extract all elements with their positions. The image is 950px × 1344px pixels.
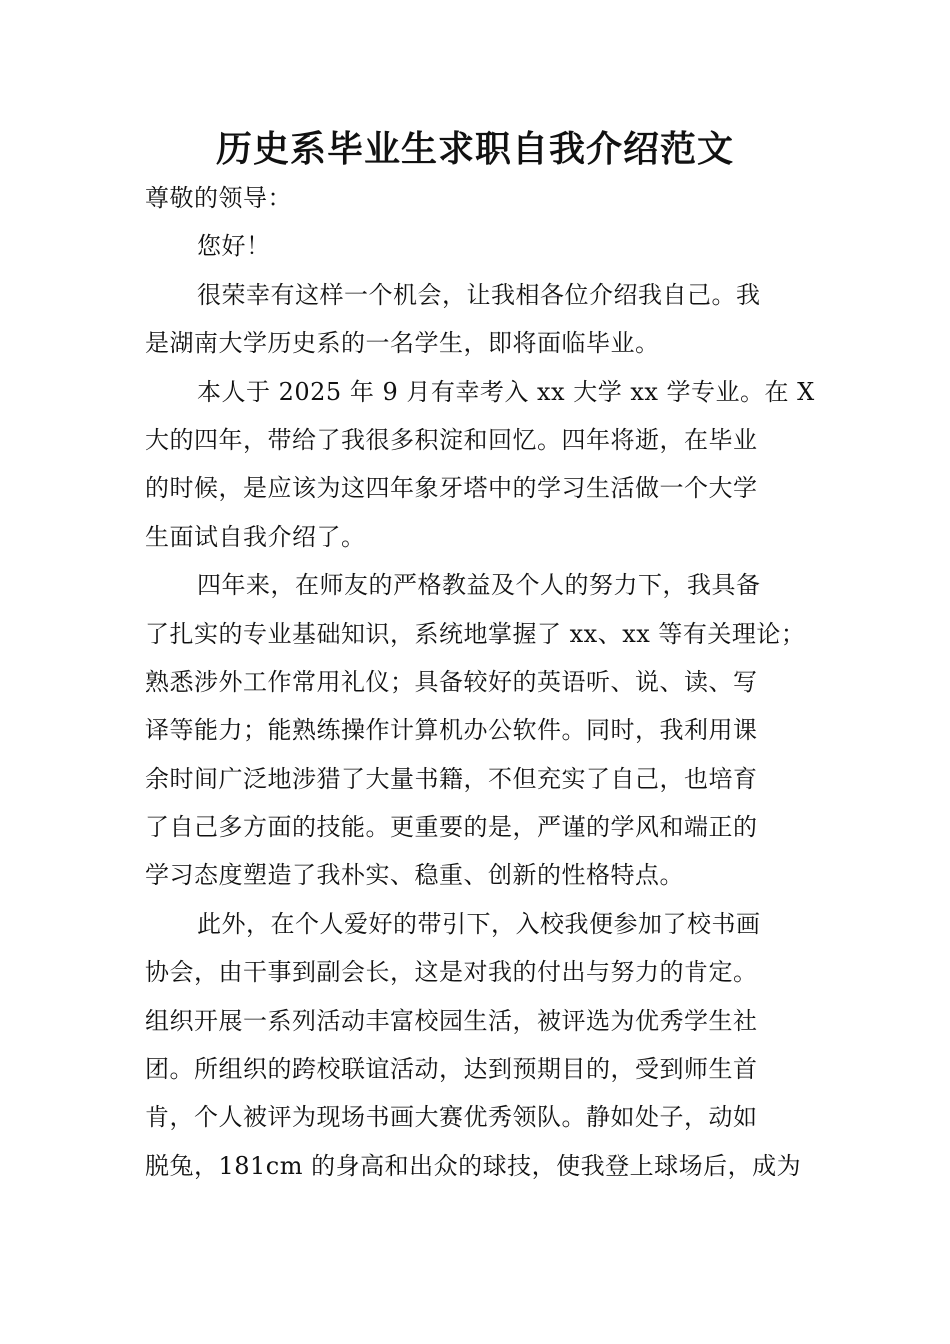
text-line: 此外，在个人爱好的带引下，入校我便参加了校书画 [197,909,761,938]
text-line: 本人于 2025 年 9 月有幸考入 xx 大学 xx 学专业。在 X [197,377,815,406]
greeting-line: 您好！ [197,232,271,261]
text-line: 四年来，在师友的严格教益及个人的努力下，我具备 [197,571,761,600]
text-line: 余时间广泛地涉猎了大量书籍，不但充实了自己，也培育 [145,764,758,793]
text-line: 很荣幸有这样一个机会，让我相各位介绍我自己。我 [197,280,761,309]
text-line: 协会，由干事到副会长，这是对我的付出与努力的肯定。 [145,958,758,987]
text-line: 大的四年，带给了我很多积淀和回忆。四年将逝，在毕业 [145,425,758,454]
text-line: 组织开展一系列活动丰富校园生活，被评选为优秀学生社 [145,1006,758,1035]
text-line: 了自己多方面的技能。更重要的是，严谨的学风和端正的 [145,813,758,842]
text-line: 团。所组织的跨校联谊活动，达到预期目的，受到师生首 [145,1055,758,1084]
text-line: 了扎实的专业基础知识，系统地掌握了 xx、xx 等有关理论； [145,619,806,648]
salutation-line: 尊敬的领导： [145,184,292,212]
text-line: 生面试自我介绍了。 [145,522,366,551]
document-body [145,174,820,1190]
text-line: 肯，个人被评为现场书画大赛优秀领队。静如处子，动如 [145,1103,758,1132]
text-line: 脱兔，181cm 的身高和出众的球技，使我登上球场后，成为 [145,1151,802,1180]
text-line: 学习态度塑造了我朴实、稳重、创新的性格特点。 [145,861,684,890]
text-line: 的时候，是应该为这四年象牙塔中的学习生活做一个大学 [145,474,758,503]
text-line: 熟悉涉外工作常用礼仪；具备较好的英语听、说、读、写 [145,667,758,696]
text-line: 译等能力；能熟练操作计算机办公软件。同时，我利用课 [145,716,758,745]
document-title: 历史系毕业生求职自我介绍范文 [215,129,734,170]
text-line: 是湖南大学历史系的一名学生，即将面临毕业。 [145,329,660,358]
